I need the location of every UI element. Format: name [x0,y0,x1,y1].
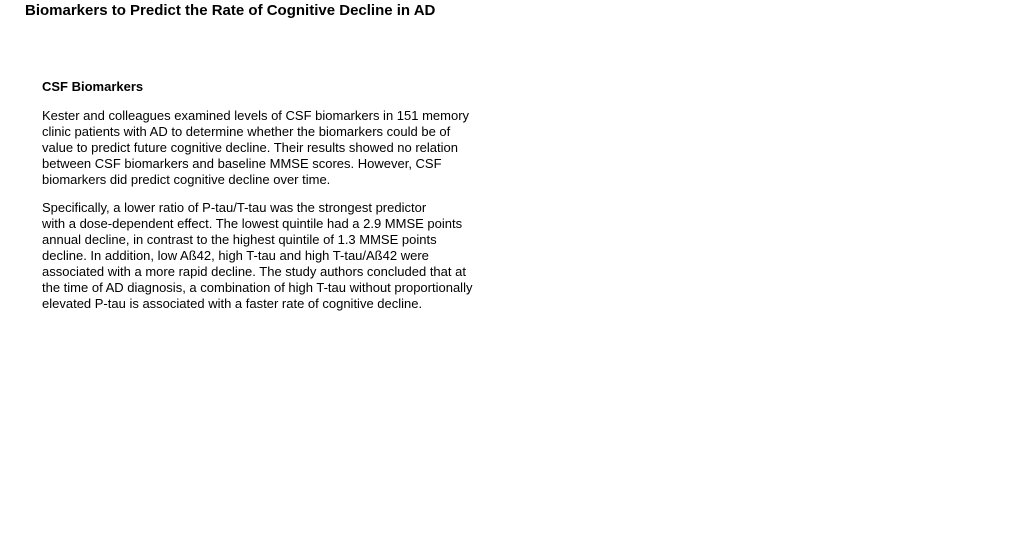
text-line: associated with a more rapid decline. The study authors concluded that at [42,264,466,279]
page-title: Biomarkers to Predict the Rate of Cognitive Decline in AD [25,2,436,19]
text-line: value to predict future cognitive decline. Their results showed no relation [42,140,458,155]
article-body [42,78,522,324]
text-line: the time of AD diagnosis, a combination of high T-tau without proportionally [42,280,473,295]
text-line: decline. In addition, low Aß42, high T-tau and high T-tau/Aß42 were [42,248,429,263]
text-line: clinic patients with AD to determine whether the biomarkers could be of [42,124,451,139]
text-line: with a dose-dependent effect. The lowest quintile had a 2.9 MMSE points [42,216,463,231]
text-line: Kester and colleagues examined levels of CSF biomarkers in 151 memory [42,108,470,123]
text-line: biomarkers did predict cognitive decline over time. [42,172,331,187]
paragraph-findings [42,200,522,312]
text-line: annual decline, in contrast to the highest quintile of 1.3 MMSE points [42,232,437,247]
paragraph-intro [42,108,522,188]
section-heading: CSF Biomarkers [42,79,144,94]
text-line: elevated P-tau is associated with a faster rate of cognitive decline. [42,296,423,311]
text-line: between CSF biomarkers and baseline MMSE scores. However, CSF [42,156,442,171]
text-line: Specifically, a lower ratio of P-tau/T-tau was the strongest predictor [42,200,427,215]
